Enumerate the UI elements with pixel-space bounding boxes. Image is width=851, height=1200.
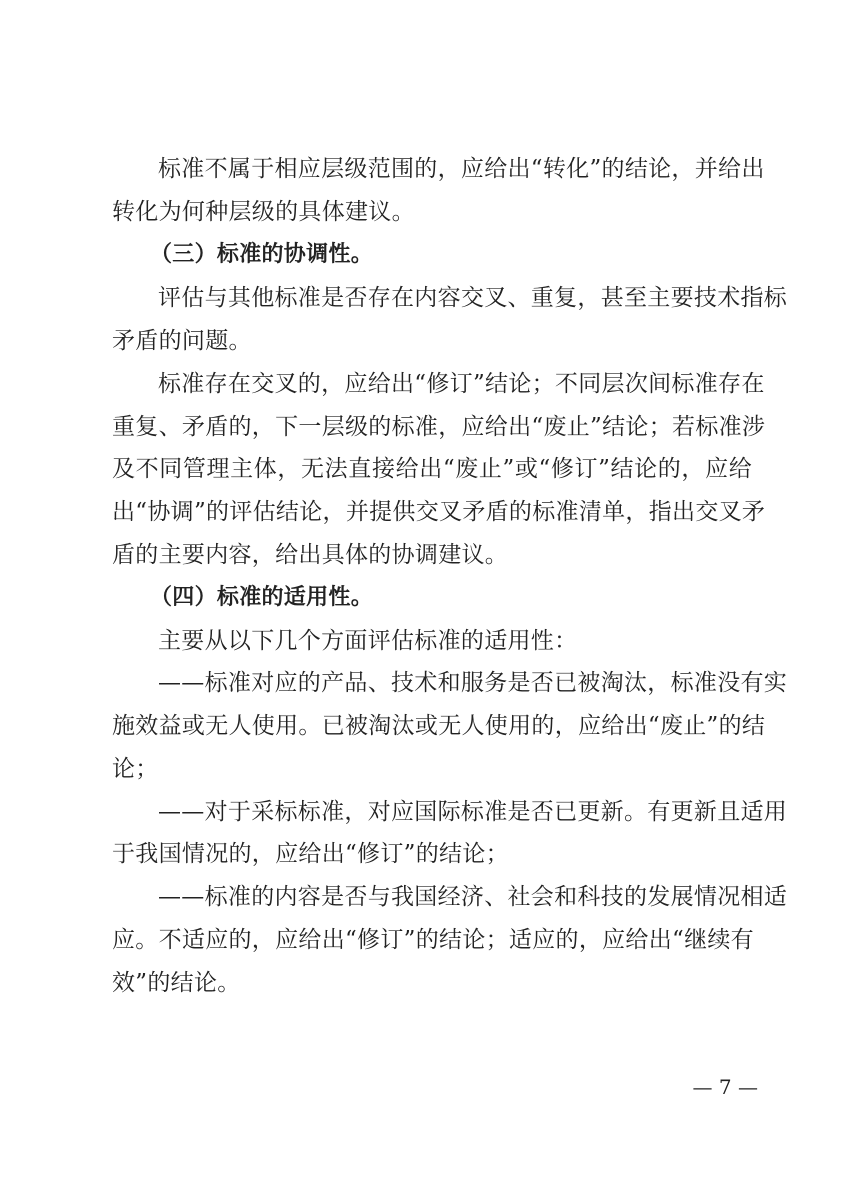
page-number: — 7 — <box>692 1075 758 1099</box>
paragraph-line: 矛盾的问题。 <box>112 328 252 354</box>
paragraph-line: 评估与其他标准是否存在内容交叉、重复，甚至主要技术指标 <box>158 285 788 311</box>
paragraph-line: 效”的结论。 <box>112 970 241 996</box>
paragraph-line: 盾的主要内容，给出具体的协调建议。 <box>112 542 509 568</box>
paragraph-line: 主要从以下几个方面评估标准的适用性： <box>158 628 578 654</box>
paragraph-line: ——对于采标标准，对应国际标准是否已更新。有更新且适用 <box>158 799 788 825</box>
paragraph-line: 论； <box>112 756 159 782</box>
paragraph-line: 及不同管理主体，无法直接给出“废止”或“修订”结论的，应给 <box>112 456 752 482</box>
paragraph-line: 转化为何种层级的具体建议。 <box>112 199 415 225</box>
paragraph-line: ——标准的内容是否与我国经济、社会和科技的发展情况相适 <box>158 884 788 910</box>
paragraph-line: 施效益或无人使用。已被淘汰或无人使用的，应给出“废止”的结 <box>112 713 766 739</box>
paragraph-line: 出“协调”的评估结论，并提供交叉矛盾的标准清单，指出交叉矛 <box>112 499 766 525</box>
paragraph-line: 标准存在交叉的，应给出“修订”结论；不同层次间标准存在 <box>158 371 765 397</box>
paragraph-line: 于我国情况的，应给出“修订”的结论； <box>112 841 509 867</box>
section-heading: （三）标准的协调性。 <box>150 242 374 267</box>
paragraph-line: 重复、矛盾的，下一层级的标准，应给出“废止”结论；若标准涉 <box>112 414 766 440</box>
section-heading: （四）标准的适用性。 <box>150 585 374 610</box>
paragraph-line: 应。不适应的，应给出“修订”的结论；适应的，应给出“继续有 <box>112 927 754 953</box>
paragraph-line: 标准不属于相应层级范围的，应给出“转化”的结论，并给出 <box>158 156 765 182</box>
paragraph-line: ——标准对应的产品、技术和服务是否已被淘汰，标准没有实 <box>158 670 788 696</box>
